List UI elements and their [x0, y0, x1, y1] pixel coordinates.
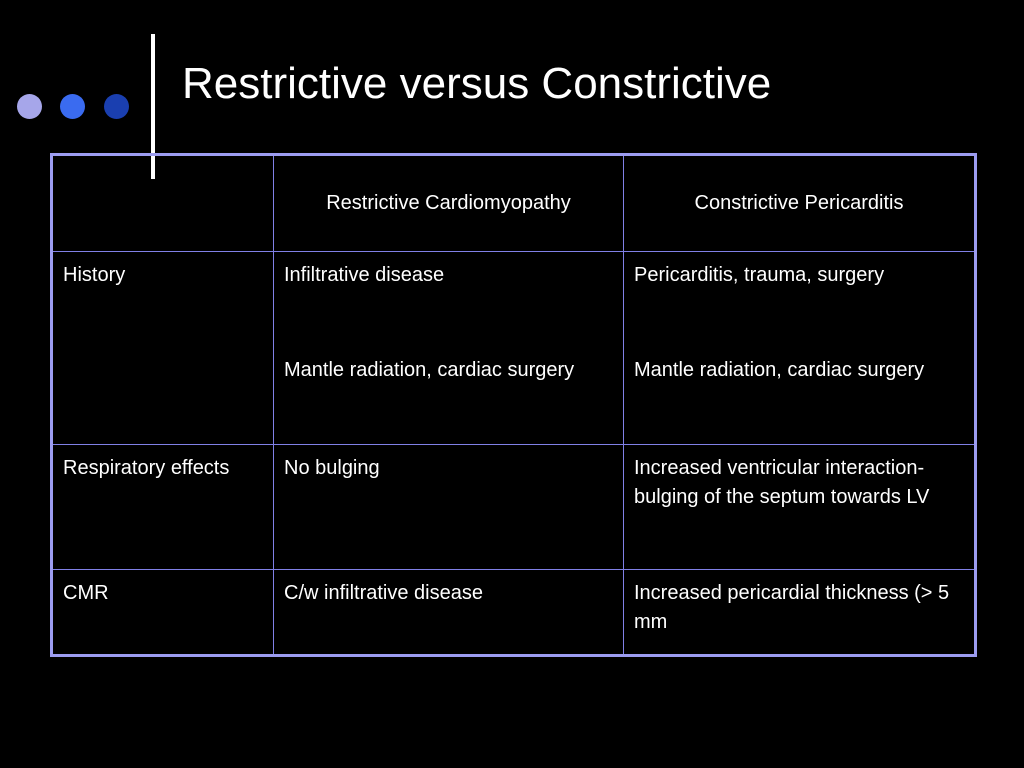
- slide-title: Restrictive versus Constrictive: [182, 59, 772, 108]
- header-cell-empty: [52, 155, 274, 252]
- table-header-row: [52, 155, 976, 252]
- constrictive-cell: [624, 445, 976, 570]
- row-label: CMR: [52, 570, 274, 656]
- restrictive-cell: [274, 445, 624, 570]
- cell-line: Increased pericardial thickness (> 5 mm: [634, 582, 950, 633]
- header-cell-restrictive: Restrictive Cardiomyopathy: [274, 155, 624, 252]
- comparison-table: [50, 153, 977, 657]
- row-label: History: [52, 252, 274, 445]
- cell-line: Pericarditis, trauma, surgery: [634, 264, 885, 286]
- restrictive-cell: [274, 570, 624, 656]
- cell-line: Mantle radiation, cardiac surgery: [284, 359, 575, 381]
- header-cell-constrictive: Constrictive Pericarditis: [624, 155, 976, 252]
- bullet-dot-medium: [60, 94, 85, 119]
- cell-line: Infiltrative disease: [284, 264, 445, 286]
- row-label: Respiratory effects: [52, 445, 274, 570]
- cell-line: No bulging: [284, 457, 380, 479]
- bullet-dot-light: [17, 94, 42, 119]
- cell-line: C/w infiltrative disease: [284, 582, 483, 604]
- table-row: [52, 570, 976, 656]
- cell-line: Mantle radiation, cardiac surgery: [634, 359, 925, 381]
- constrictive-cell: [624, 252, 976, 445]
- bullet-dot-dark: [104, 94, 129, 119]
- table-row: [52, 252, 976, 445]
- constrictive-cell: [624, 570, 976, 656]
- cell-line: Increased ventricular interaction- bulging of the septum towards LV: [634, 457, 930, 508]
- table-row: [52, 445, 976, 570]
- restrictive-cell: [274, 252, 624, 445]
